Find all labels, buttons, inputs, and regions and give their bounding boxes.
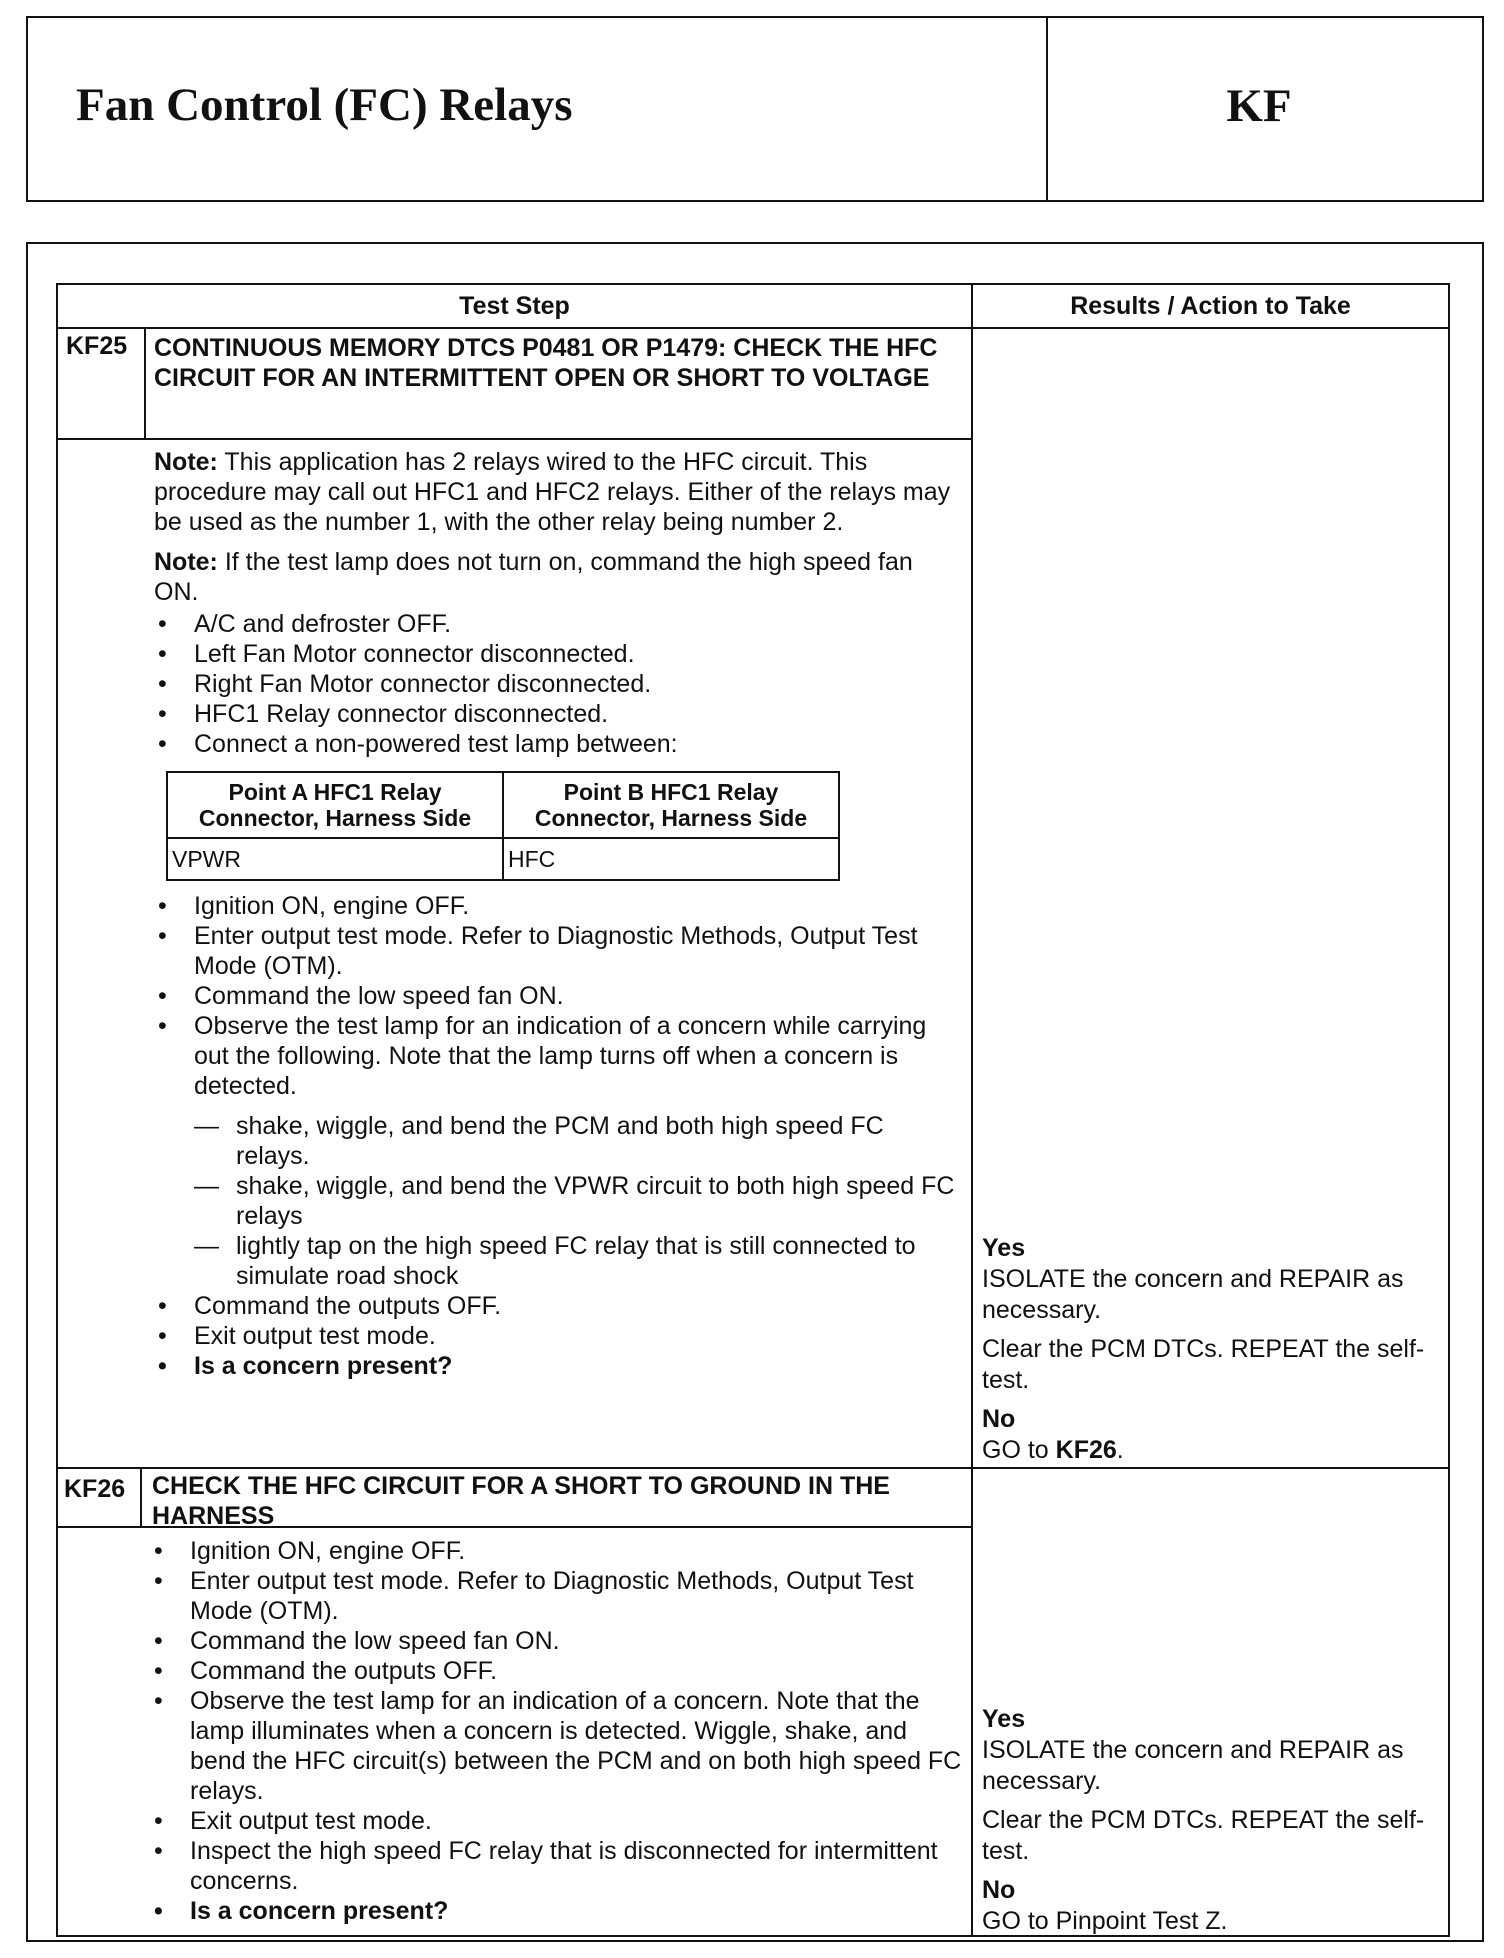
list-item: • Ignition ON, engine OFF.: [150, 1536, 964, 1566]
result-kf25: [982, 1233, 1442, 1466]
result-no-label: No: [982, 1405, 1016, 1433]
column-header-results: Results / Action to Take: [1070, 291, 1351, 320]
step-link-kf26[interactable]: KF26: [1055, 1436, 1117, 1464]
header-row-border: [58, 327, 1448, 329]
list-item: • Connect a non-powered test lamp between:: [154, 729, 964, 759]
bullet-list: [154, 891, 964, 1101]
note-2: Note: If the test lamp does not turn on, command the high speed fan ON.: [154, 548, 913, 606]
step-body-kf25: [154, 447, 964, 1381]
bullet-list: [154, 609, 964, 759]
list-item: • Command the low speed fan ON.: [154, 981, 964, 1011]
step-row-border: [58, 1467, 1448, 1469]
table-header: Point B HFC1 Relay Connector, Harness Side: [503, 772, 839, 838]
bullet-list: [154, 1291, 964, 1381]
list-item: • Inspect the high speed FC relay that is disconnected for intermittent concerns.: [150, 1836, 964, 1896]
note-1: Note: This application has 2 relays wired to the HFC circuit. This procedure may call out HFC1 and HFC2 relays. Either of the relays may be used as the number 1, with the other relay being number 2.: [154, 448, 951, 536]
result-no-action: GO to KF26.: [982, 1436, 1124, 1464]
section-code-cell: [1048, 18, 1482, 200]
question: • Is a concern present?: [150, 1896, 964, 1926]
list-item: • Enter output test mode. Refer to Diagnostic Methods, Output Test Mode (OTM).: [154, 921, 964, 981]
page-title: Fan Control (FC) Relays: [76, 79, 573, 131]
list-item: • Command the low speed fan ON.: [150, 1626, 964, 1656]
step-title-kf25: CONTINUOUS MEMORY DTCS P0481 OR P1479: CHECK THE HFC CIRCUIT FOR AN INTERMITTENT OPEN OR SHORT TO VOLTAGE: [154, 334, 938, 392]
bullet-list: [150, 1536, 964, 1926]
list-item: • Left Fan Motor connector disconnected.: [154, 639, 964, 669]
step-id-divider: [140, 1467, 142, 1527]
result-yes-label: Yes: [982, 1234, 1026, 1262]
result-kf26: [982, 1704, 1442, 1937]
page-header: [26, 16, 1484, 202]
step-id-divider: [144, 327, 146, 439]
question: • Is a concern present?: [154, 1351, 964, 1381]
table-cell: VPWR: [167, 838, 503, 880]
test-lamp-table: [166, 771, 840, 881]
list-item: • Exit output test mode.: [150, 1806, 964, 1836]
list-item: • Enter output test mode. Refer to Diagnostic Methods, Output Test Mode (OTM).: [150, 1566, 964, 1626]
result-no-label: No: [982, 1876, 1016, 1904]
list-item: — shake, wiggle, and bend the VPWR circuit to both high speed FC relays: [154, 1171, 964, 1231]
step-title-border: [58, 438, 971, 440]
table-cell: HFC: [503, 838, 839, 880]
column-header-test-step: Test Step: [459, 291, 570, 320]
result-yes-action-2: Clear the PCM DTCs. REPEAT the self-test.: [982, 1335, 1425, 1394]
result-yes-action: ISOLATE the concern and REPAIR as necessary.: [982, 1265, 1404, 1324]
section-title-cell: [28, 18, 1048, 200]
list-item: • Observe the test lamp for an indication of a concern. Note that the lamp illuminates when a concern is detected. Wiggle, shake, and bend the HFC circuit(s) between the PCM and on both high speed FC relays.: [150, 1686, 964, 1806]
column-divider: [971, 285, 973, 1935]
list-item: • Observe the test lamp for an indication of a concern while carrying out the following. Note that the lamp turns off when a concern is detected.: [154, 1011, 964, 1101]
table-header: Point A HFC1 Relay Connector, Harness Side: [167, 772, 503, 838]
list-item: • HFC1 Relay connector disconnected.: [154, 699, 964, 729]
step-id-kf25: KF25: [66, 332, 128, 360]
list-item: • A/C and defroster OFF.: [154, 609, 964, 639]
dash-list: [154, 1111, 964, 1291]
test-table: [56, 283, 1450, 1937]
list-item: — shake, wiggle, and bend the PCM and both high speed FC relays.: [154, 1111, 964, 1171]
result-yes-label: Yes: [982, 1705, 1026, 1733]
list-item: • Command the outputs OFF.: [154, 1291, 964, 1321]
list-item: — lightly tap on the high speed FC relay that is still connected to simulate road shock: [154, 1231, 964, 1291]
list-item: • Command the outputs OFF.: [150, 1656, 964, 1686]
result-no-action[interactable]: GO to Pinpoint Test Z.: [982, 1907, 1228, 1935]
list-item: • Ignition ON, engine OFF.: [154, 891, 964, 921]
result-yes-action: ISOLATE the concern and REPAIR as necessary.: [982, 1736, 1404, 1795]
section-code: KF: [1226, 80, 1292, 132]
step-title-kf26: CHECK THE HFC CIRCUIT FOR A SHORT TO GROUND IN THE HARNESS: [152, 1472, 890, 1530]
step-id-kf26: KF26: [64, 1475, 126, 1503]
result-yes-action-2: Clear the PCM DTCs. REPEAT the self-test.: [982, 1806, 1425, 1865]
list-item: • Right Fan Motor connector disconnected.: [154, 669, 964, 699]
step-body-kf26: [150, 1536, 964, 1926]
list-item: • Exit output test mode.: [154, 1321, 964, 1351]
